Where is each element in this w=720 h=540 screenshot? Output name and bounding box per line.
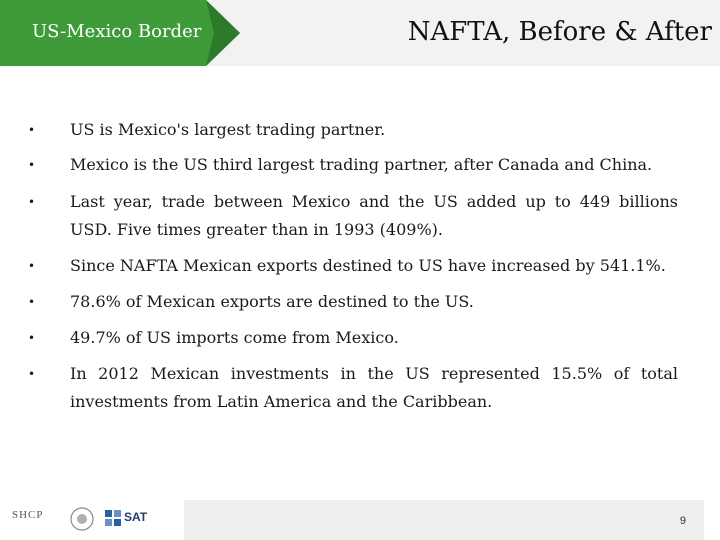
bullet-text: US is Mexico's largest trading partner. [70, 120, 386, 139]
bullet-marker: • [28, 158, 36, 172]
slide-header [0, 0, 720, 66]
bullet-text: Since NAFTA Mexican exports destined to US have increased by 541.1%. [70, 256, 666, 275]
page-number: 9 [679, 515, 686, 527]
bullet-text: Last year, trade between Mexico and the US added up to 449 billions USD. Five times greater than in 1993 (409%). [70, 192, 678, 239]
footer-logos [6, 499, 184, 539]
footer-bar [184, 500, 704, 540]
bullet-marker: • [28, 123, 36, 137]
bullet-marker: • [28, 195, 36, 209]
bullet-text: 49.7% of US imports come from Mexico. [70, 328, 399, 347]
shcp-logo: SHCP [12, 509, 44, 521]
bullet-marker: • [28, 259, 36, 273]
slide-title: NAFTA, Before & After [407, 17, 712, 47]
sat-mark-icon [104, 509, 122, 527]
bullet-text: Mexico is the US third largest trading partner, after Canada and China. [70, 155, 653, 174]
bullet-text: In 2012 Mexican investments in the US represented 15.5% of total investments from Latin America and the Caribbean. [70, 364, 678, 411]
coat-of-arms-icon [68, 505, 96, 533]
bullet-marker: • [28, 331, 36, 345]
sat-logo: SAT [124, 510, 148, 524]
bullet-marker: • [28, 295, 36, 309]
section-label: US-Mexico Border [32, 21, 202, 42]
bullet-marker: • [28, 367, 36, 381]
bullet-text: 78.6% of Mexican exports are destined to the US. [70, 292, 474, 311]
